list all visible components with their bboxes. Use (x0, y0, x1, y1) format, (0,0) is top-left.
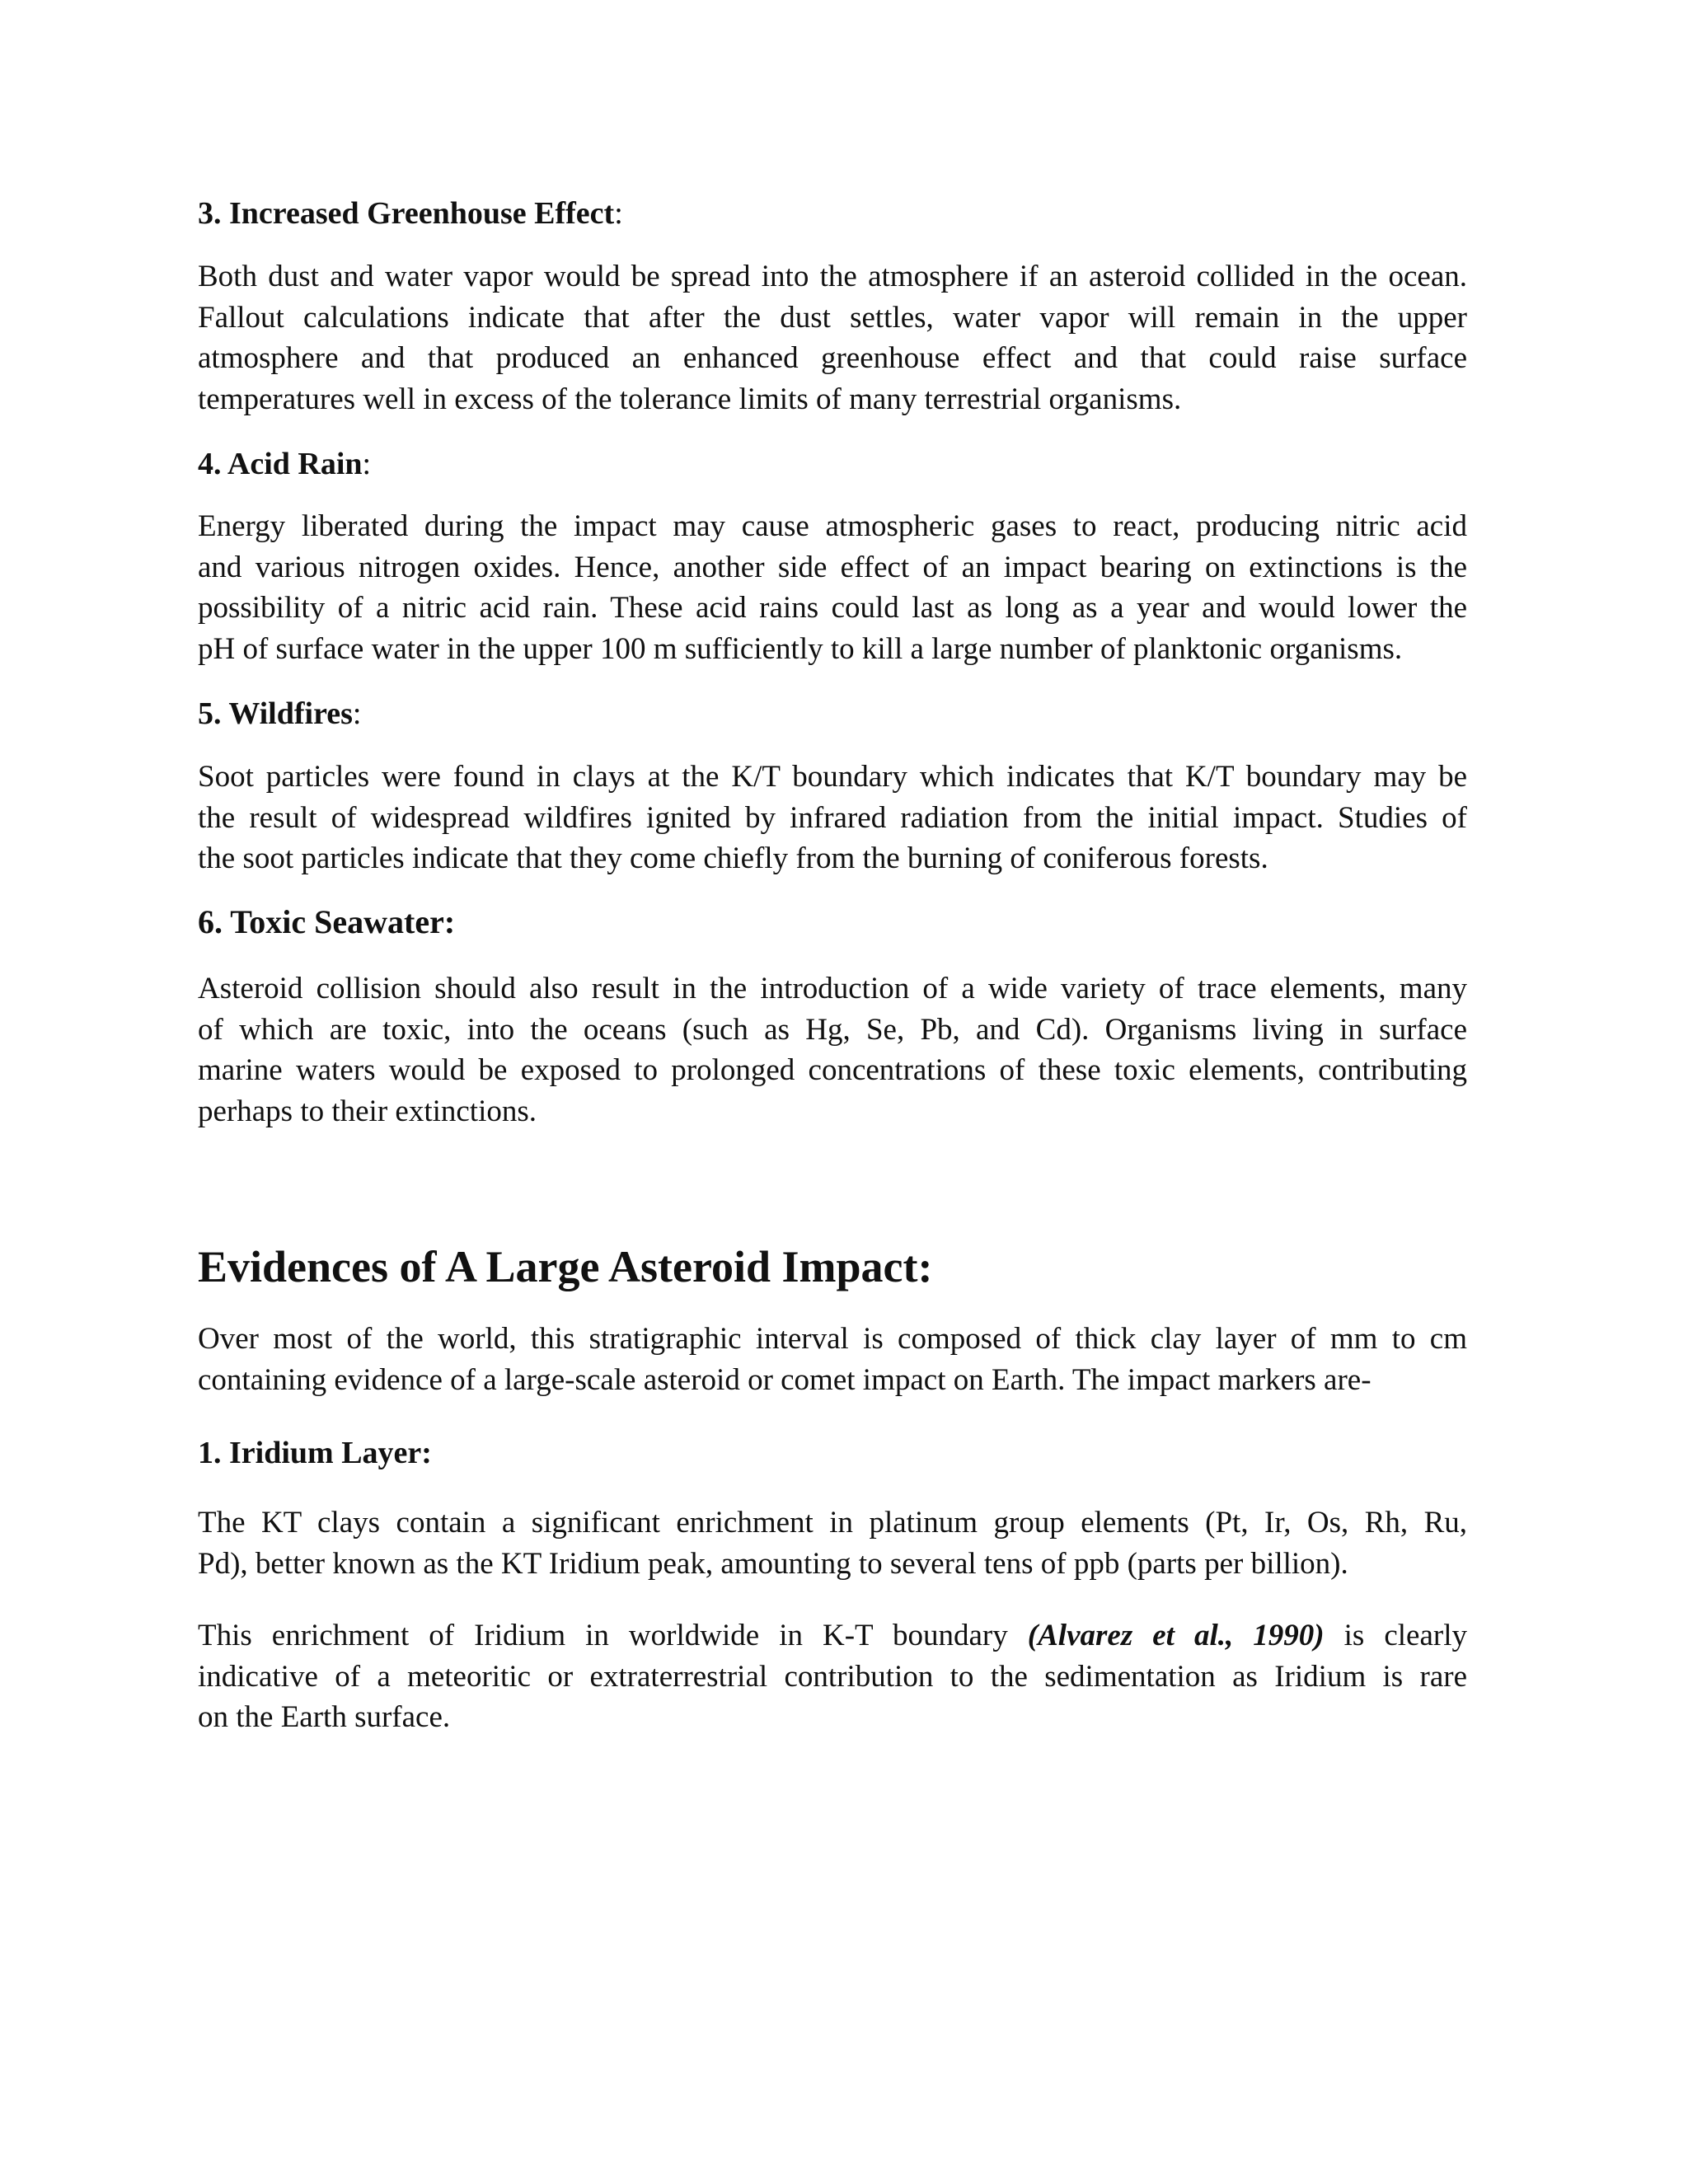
paragraph-toxic-seawater (198, 968, 1467, 1132)
text-line: pH of surface water in the upper 100 m sufficiently to kill a large number of planktonic organisms. (198, 631, 1403, 666)
heading-greenhouse-colon: : (614, 196, 623, 231)
paragraph-greenhouse-effect (198, 256, 1467, 419)
text-line: marine waters would be exposed to prolonged concentrations of these toxic elements, contributing (198, 1053, 1467, 1087)
text-line: and various nitrogen oxides. Hence, another side effect of an impact bearing on extinctions is the (198, 550, 1467, 584)
text-line: the result of widespread wildfires ignited by infrared radiation from the initial impact. Studies of (198, 800, 1467, 835)
paragraph-acid-rain (198, 506, 1467, 669)
text-line: the soot particles indicate that they come chiefly from the burning of coniferous forests. (198, 841, 1268, 875)
heading-iridium-layer: 1. Iridium Layer: (198, 1436, 432, 1470)
citation-alvarez: (Alvarez et al., 1990) (1027, 1619, 1325, 1652)
heading-wildfires-colon: : (352, 696, 362, 731)
heading-acid-rain-colon: : (362, 447, 372, 481)
text-fragment: is clearly (1324, 1619, 1467, 1652)
section-title-evidences: Evidences of A Large Asteroid Impact: (198, 1242, 933, 1291)
text-line: possibility of a nitric acid rain. These acid rains could last as long as a year and would lower the (198, 591, 1467, 625)
text-line: Both dust and water vapor would be spread into the atmosphere if an asteroid collided in the ocean. (198, 260, 1467, 293)
document-page (198, 0, 1467, 2184)
text-line: atmosphere and that produced an enhanced greenhouse effect and that could raise surface (198, 341, 1467, 375)
text-line: The KT clays contain a significant enrichment in platinum group elements (Pt, Ir, Os, Rh, Ru, (198, 1506, 1467, 1540)
heading-acid-rain (198, 443, 371, 485)
text-line: Energy liberated during the impact may cause atmospheric gases to react, producing nitric acid (198, 509, 1467, 543)
heading-wildfires (198, 693, 361, 734)
text-line: Over most of the world, this stratigraphic interval is composed of thick clay layer of mm to cm (198, 1322, 1467, 1356)
paragraph-wildfires (198, 757, 1467, 879)
text-line: temperatures well in excess of the tolerance limits of many terrestrial organisms. (198, 382, 1182, 416)
paragraph-iridium-enrichment (198, 1502, 1467, 1584)
heading-greenhouse-text: 3. Increased Greenhouse Effect (198, 196, 615, 231)
text-line: on the Earth surface. (198, 1700, 451, 1734)
text-line: containing evidence of a large-scale asteroid or comet impact on Earth. The impact markers are- (198, 1362, 1372, 1397)
heading-greenhouse-effect (198, 193, 623, 234)
heading-toxic-seawater: 6. Toxic Seawater: (198, 903, 456, 940)
paragraph-evidences (198, 1319, 1467, 1400)
text-fragment: This enrichment of Iridium in worldwide in K-T boundary (198, 1619, 1028, 1652)
text-line: indicative of a meteoritic or extraterrestrial contribution to the sedimentation as Iridium is rare (198, 1659, 1467, 1694)
text-line: Fallout calculations indicate that after the dust settles, water vapor will remain in the upper (198, 300, 1467, 335)
heading-wildfires-text: 5. Wildfires (198, 696, 353, 731)
paragraph-iridium-meteoritic (198, 1615, 1467, 1738)
heading-acid-rain-text: 4. Acid Rain (198, 447, 363, 481)
text-line: perhaps to their extinctions. (198, 1094, 537, 1128)
text-line: Pd), better known as the KT Iridium peak, amounting to several tens of ppb (parts per billion). (198, 1546, 1348, 1581)
text-line: of which are toxic, into the oceans (such as Hg, Se, Pb, and Cd). Organisms living in surface (198, 1012, 1467, 1047)
text-line: Soot particles were found in clays at the K/T boundary which indicates that K/T boundary may be (198, 760, 1467, 794)
text-line-with-citation (198, 1615, 1467, 1657)
text-line: Asteroid collision should also result in the introduction of a wide variety of trace elements, many (198, 972, 1467, 1005)
